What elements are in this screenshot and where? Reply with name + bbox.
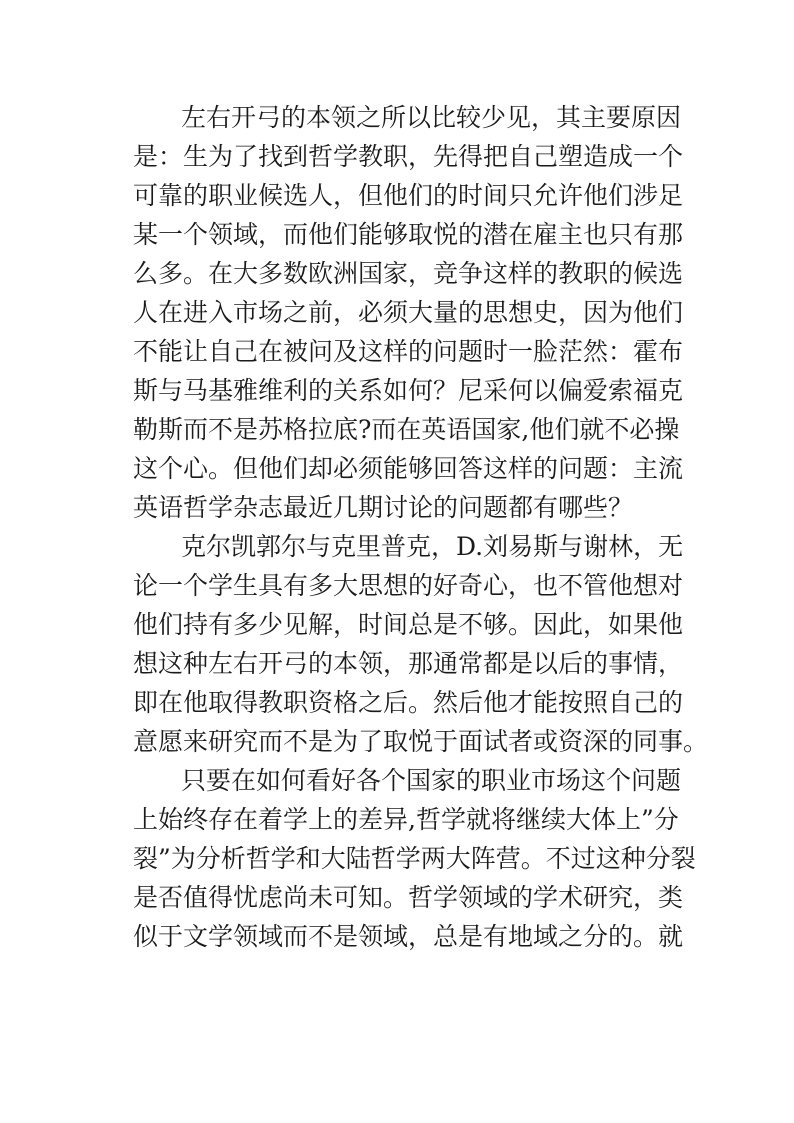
text-line: 可靠的职业候选人，但他们的时间只允许他们涉足: [133, 181, 684, 210]
text-line: 不能让自己在被问及这样的问题时一脸茫然：霍布: [133, 337, 684, 366]
text-line: 是：生为了找到哲学教职，先得把自己塑造成一个: [133, 142, 684, 171]
body-text: [133, 98, 709, 956]
text-line: 他们持有多少见解，时间总是不够。因此，如果他: [133, 610, 684, 639]
text-line: 是否值得忧虑尚未可知。哲学领域的学术研究，类: [133, 883, 684, 912]
text-line: 英语哲学杂志最近几期讨论的问题都有哪些？: [133, 493, 634, 522]
text-line: 意愿来研究而不是为了取悦于面试者或资深的同事。: [133, 727, 709, 756]
text-line: 这个心。但他们却必须能够回答这样的问题：主流: [133, 454, 684, 483]
text-line: 论一个学生具有多大思想的好奇心，也不管他想对: [133, 571, 684, 600]
text-line: 即在他取得教职资格之后。然后他才能按照自己的: [133, 688, 684, 717]
text-line: 勒斯而不是苏格拉底?而在英语国家,他们就不必操: [133, 415, 680, 444]
text-line: 只要在如何看好各个国家的职业市场这个问题: [181, 766, 682, 795]
text-line: 克尔凯郭尔与克里普克，D.刘易斯与谢林，无: [181, 532, 684, 561]
text-line: 斯与马基雅维利的关系如何？尼采何以偏爱索福克: [133, 376, 684, 405]
text-line: 某一个领域，而他们能够取悦的潜在雇主也只有那: [133, 220, 684, 249]
text-line: 左右开弓的本领之所以比较少见，其主要原因: [181, 103, 682, 132]
text-line: 似于文学领域而不是领域，总是有地域之分的。就: [133, 922, 684, 951]
text-line: 裂”为分析哲学和大陆哲学两大阵营。不过这种分裂: [133, 844, 696, 873]
text-line: 么多。在大多数欧洲国家，竞争这样的教职的候选: [133, 259, 684, 288]
text-line: 想这种左右开弓的本领，那通常都是以后的事情，: [133, 649, 684, 678]
text-line: 上始终存在着学上的差异,哲学就将继续大体上”分: [133, 805, 679, 834]
text-line: 人在进入市场之前，必须大量的思想史，因为他们: [133, 298, 684, 327]
